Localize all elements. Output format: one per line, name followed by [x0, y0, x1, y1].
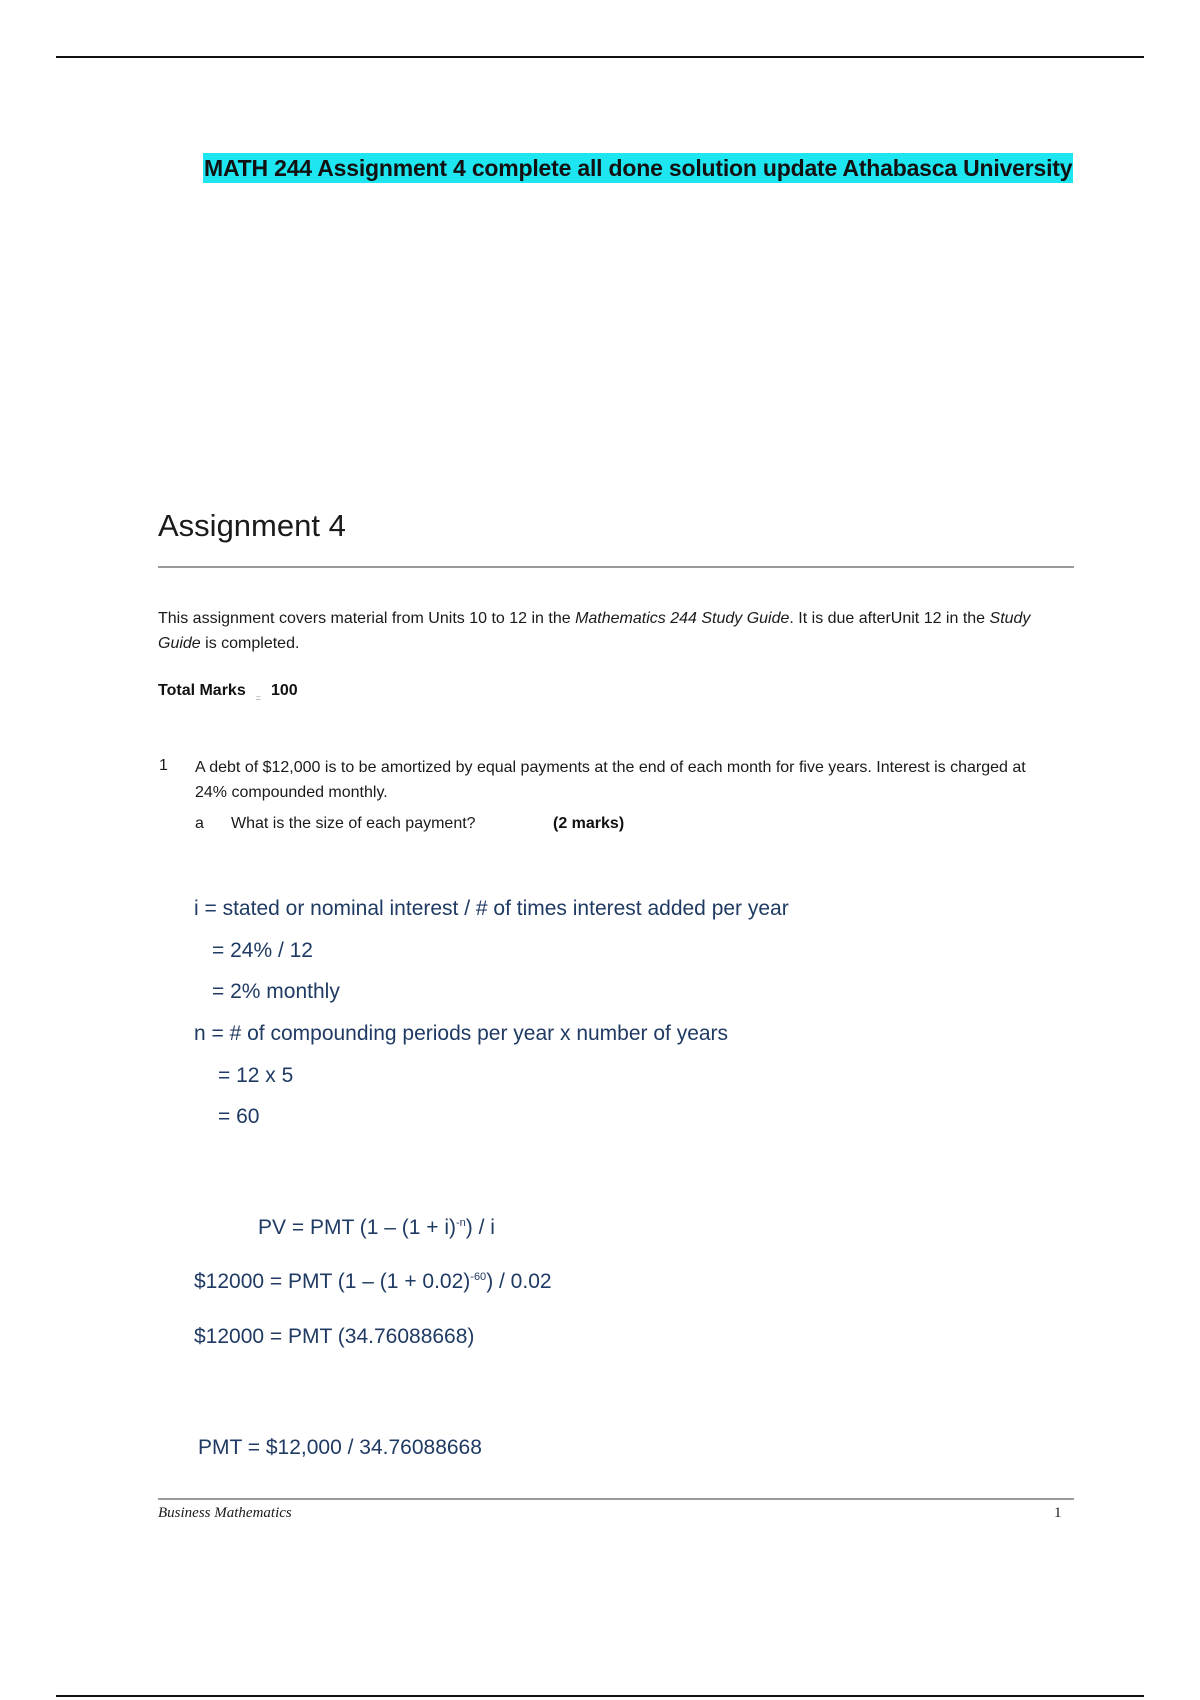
footer-title: Business Mathematics — [158, 1505, 292, 1521]
solution-line-interest-result: = 2% monthly — [212, 980, 340, 1003]
bottom-rule — [56, 1695, 1144, 1697]
formula-pv-substituted-exponent: -60 — [470, 1271, 487, 1283]
formula-pv-factor: $12000 = PMT (34.76088668) — [194, 1325, 475, 1348]
solution-line-periods-def: n = # of compounding periods per year x number of years — [194, 1022, 729, 1045]
intro-text-2: . It is due afterUnit 12 in the — [789, 610, 990, 627]
top-rule — [56, 56, 1144, 58]
document-banner-title — [201, 150, 1075, 186]
total-marks-eq: = — [255, 693, 261, 703]
formula-pv-general-end: ) / i — [465, 1216, 495, 1239]
subquestion-text: What is the size of each payment? — [231, 815, 476, 832]
assignment-heading: Assignment 4 — [158, 508, 346, 543]
question-text: A debt of $12,000 is to be amortized by equal payments at the end of each month for five years. Interest is charged at 24% compounded monthly. — [195, 759, 1026, 801]
solution-line-interest-calc: = 24% / 12 — [212, 939, 313, 962]
formula-pv-general-main: PV = PMT (1 – (1 + i) — [258, 1216, 457, 1239]
total-marks-value: 100 — [271, 682, 298, 699]
solution-line-interest-def: i = stated or nominal interest / # of times interest added per year — [194, 897, 789, 920]
formula-pv-general — [258, 1216, 495, 1240]
solution-line-periods-result: = 60 — [218, 1105, 260, 1128]
footer-page-number: 1 — [1054, 1505, 1062, 1521]
heading-divider — [158, 566, 1074, 568]
banner-highlight: MATH 244 Assignment 4 complete all done solution update Athabasca University — [204, 155, 1073, 181]
total-marks — [158, 682, 298, 703]
intro-guide-short: Study Guide — [158, 610, 1031, 652]
formula-pv-substituted-main: $12000 = PMT (1 – (1 + 0.02) — [194, 1270, 471, 1293]
question-number: 1 — [159, 757, 168, 774]
intro-text-1: This assignment covers material from Units 10 to 12 in the — [158, 610, 576, 627]
subquestion-marks: (2 marks) — [553, 815, 625, 832]
subquestion-letter: a — [195, 815, 204, 832]
intro-guide-title: Mathematics 244 Study Guide — [575, 610, 790, 627]
total-marks-label: Total Marks — [158, 682, 246, 699]
intro-text-3: is completed. — [200, 635, 300, 652]
formula-pv-substituted — [194, 1270, 552, 1294]
formula-pmt-result: PMT = $12,000 / 34.76088668 — [198, 1436, 482, 1459]
intro-paragraph — [158, 606, 1058, 656]
formula-pv-general-exponent: -n — [456, 1217, 466, 1229]
formula-pv-substituted-end: ) / 0.02 — [486, 1270, 552, 1293]
footer-divider — [158, 1498, 1074, 1500]
solution-line-periods-calc: = 12 x 5 — [218, 1064, 294, 1087]
